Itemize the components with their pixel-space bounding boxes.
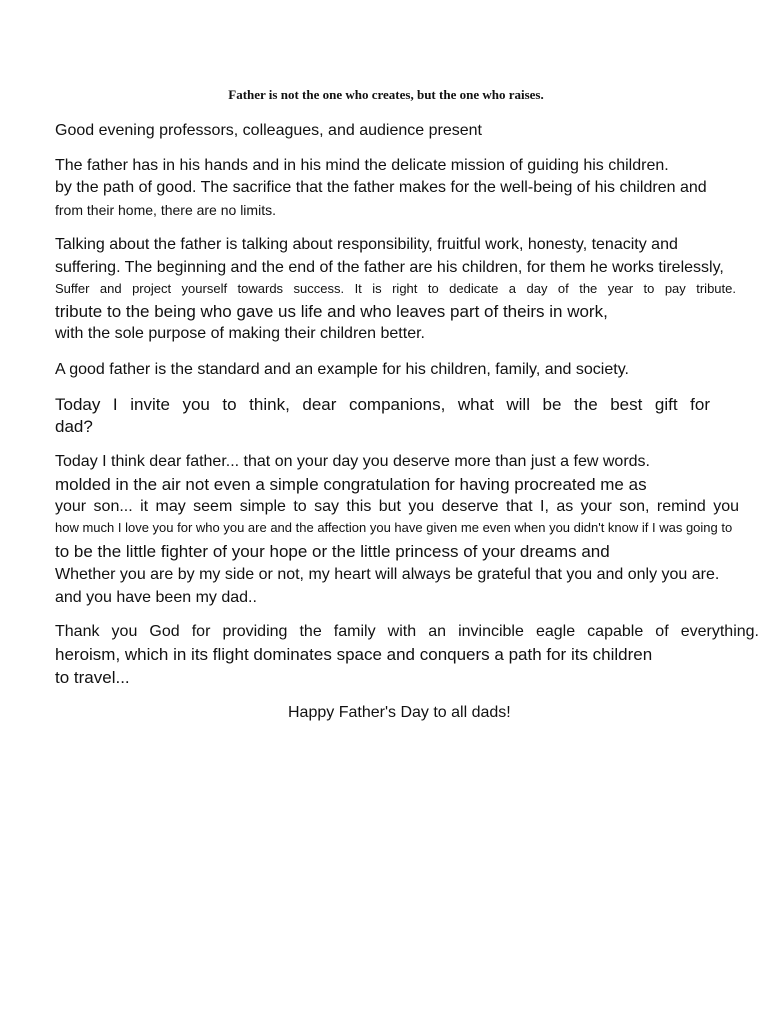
document-title: Father is not the one who creates, but the one who raises. <box>228 87 544 102</box>
paragraph-1-line-2: by the path of good. The sacrifice that the father makes for the well-being of his children and <box>55 179 707 196</box>
paragraph-2-line-3: Suffer and project yourself towards success. It is right to dedicate a day of the year to pay tribute. <box>55 281 736 296</box>
paragraph-2-line-2: suffering. The beginning and the end of the father are his children, for them he works tirelessly, <box>55 259 724 276</box>
paragraph-1-line-1: The father has in his hands and in his mind the delicate mission of guiding his children. <box>55 157 669 174</box>
paragraph-2-line-5: with the sole purpose of making their children better. <box>55 325 425 342</box>
paragraph-5-line-5: to be the little fighter of your hope or the little princess of your dreams and <box>55 542 610 561</box>
paragraph-2-line-4: tribute to the being who gave us life and who leaves part of theirs in work, <box>55 302 608 321</box>
paragraph-6-line-2: heroism, which in its flight dominates space and conquers a path for its children <box>55 645 653 664</box>
paragraph-1-line-3: from their home, there are no limits. <box>55 202 276 218</box>
paragraph-5-line-7: and you have been my dad.. <box>55 589 257 606</box>
paragraph-6-line-3: to travel... <box>55 668 130 687</box>
paragraph-4-line-2: dad? <box>55 417 93 436</box>
paragraph-5-line-6: Whether you are by my side or not, my heart will always be grateful that you and only you are. <box>55 566 720 583</box>
paragraph-5-line-1: Today I think dear father... that on your day you deserve more than just a few words. <box>55 453 650 470</box>
greeting-line: Good evening professors, colleagues, and audience present <box>55 122 482 139</box>
paragraph-2-line-1: Talking about the father is talking about responsibility, fruitful work, honesty, tenacity and <box>55 236 678 253</box>
paragraph-4-line-1: Today I invite you to think, dear companions, what will be the best gift for <box>55 395 710 414</box>
paragraph-6-line-1: Thank you God for providing the family with an invincible eagle capable of everything. <box>55 623 759 640</box>
closing-line: Happy Father's Day to all dads! <box>288 704 511 721</box>
paragraph-5-line-4: how much I love you for who you are and the affection you have given me even when you didn't know if I was going to <box>55 520 733 535</box>
paragraph-3-line-1: A good father is the standard and an example for his children, family, and society. <box>55 361 629 378</box>
paragraph-5-line-3: your son... it may seem simple to say this but you deserve that I, as your son, remind you <box>55 498 739 515</box>
paragraph-5-line-2: molded in the air not even a simple congratulation for having procreated me as <box>55 475 647 494</box>
